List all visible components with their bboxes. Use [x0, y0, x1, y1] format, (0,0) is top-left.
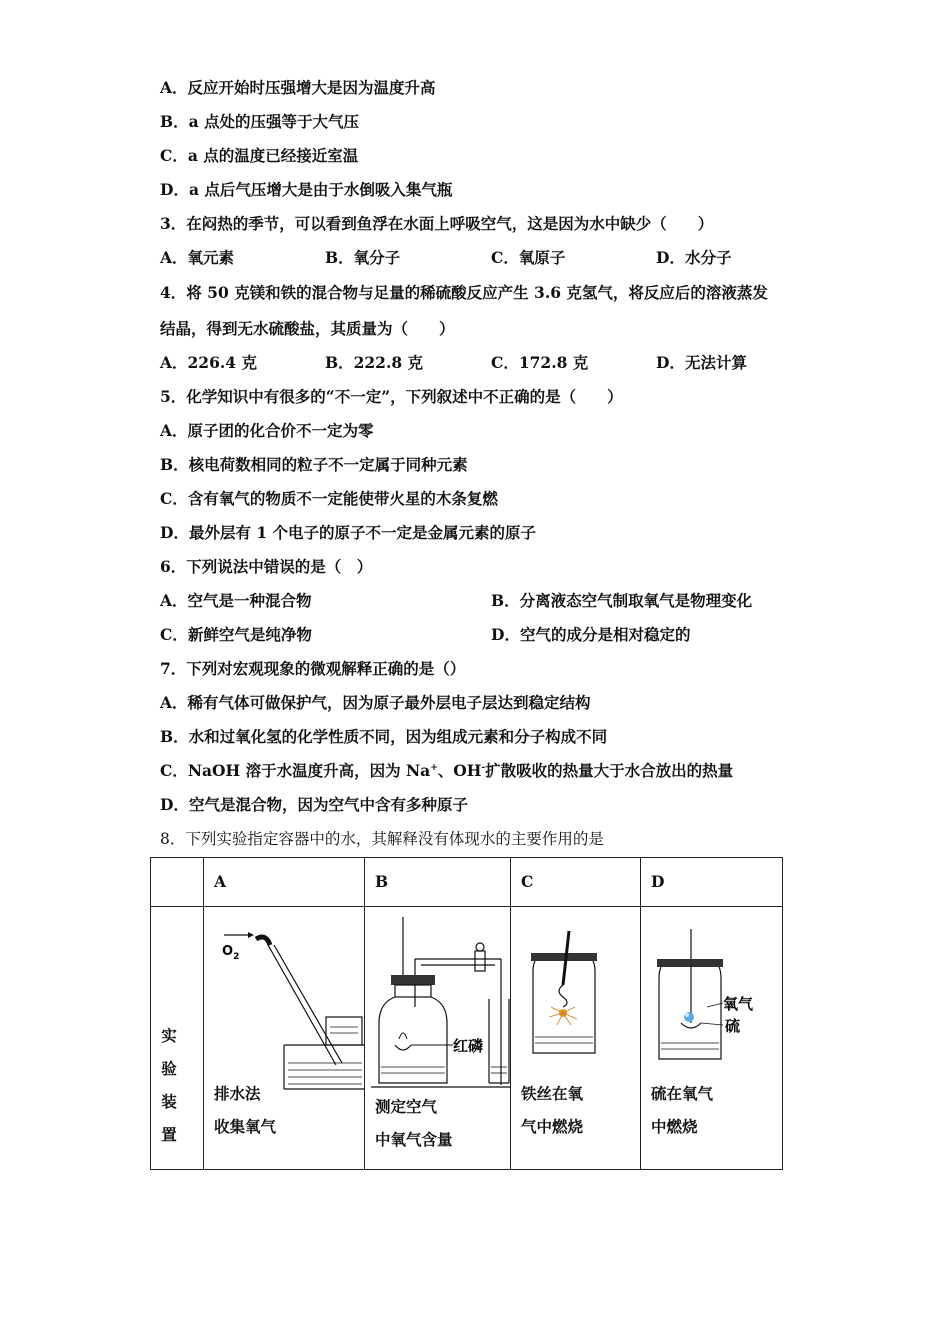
q4-option-a: A．226.4 克 — [160, 353, 257, 372]
q4-stem-line2: 结晶，得到无水硫酸盐，其质量为（ ） — [160, 319, 455, 338]
q5-stem: 5．化学知识中有很多的“不一定”，下列叙述中不正确的是（ ） — [160, 387, 623, 406]
q6-option-b: B．分离液态空气制取氧气是物理变化 — [491, 591, 753, 610]
row-label-apparatus: 实 验 装 置 — [151, 907, 204, 1170]
q7-option-b: B．水和过氧化氢的化学性质不同，因为组成元素和分子构成不同 — [160, 727, 608, 746]
caption-c-line1: 铁丝在氧 — [521, 1084, 584, 1103]
q7-stem: 7．下列对宏观现象的微观解释正确的是（） — [160, 659, 466, 678]
svg-text:O2: $O_2$ — [222, 944, 240, 962]
q4-stem-line1: 4．将 50 克镁和铁的混合物与足量的稀硫酸反应产生 3.6 克氢气，将反应后的溶液蒸发 — [160, 283, 768, 302]
header-empty-cell — [151, 858, 204, 907]
q2-option-b: B．a 点处的压强等于大气压 — [160, 112, 360, 131]
header-b: B — [365, 858, 511, 907]
cell-a-apparatus — [204, 907, 365, 1170]
q2-option-a: A．反应开始时压强增大是因为温度升高 — [160, 78, 436, 97]
q3-option-d: D．水分子 — [656, 248, 732, 267]
svg-text:硫: 硫 — [725, 1017, 741, 1035]
q6-option-c: C．新鲜空气是纯净物 — [160, 625, 312, 644]
q4-option-d: D．无法计算 — [656, 353, 747, 372]
q8-stem: 8．下列实验指定容器中的水，其解释没有体现水的主要作用的是 — [160, 830, 604, 848]
header-d: D — [641, 858, 783, 907]
q6-option-d: D．空气的成分是相对稳定的 — [491, 625, 691, 644]
q5-option-a: A．原子团的化合价不一定为零 — [160, 421, 374, 440]
caption-a-line2: 收集氧气 — [214, 1117, 277, 1136]
q5-option-d: D．最外层有 1 个电子的原子不一定是金属元素的原子 — [160, 523, 537, 542]
q3-option-a: A．氧元素 — [160, 248, 235, 267]
q6-option-a: A．空气是一种混合物 — [160, 591, 312, 610]
caption-b-line1: 测定空气 — [375, 1097, 438, 1116]
q2-option-c: C．a 点的温度已经接近室温 — [160, 146, 359, 165]
q4-option-b: B．222.8 克 — [325, 353, 424, 372]
header-c: C — [511, 858, 641, 907]
caption-b-line2: 中氧气含量 — [375, 1130, 453, 1149]
header-a: A — [204, 858, 365, 907]
q3-option-c: C．氧原子 — [491, 248, 566, 267]
q6-stem: 6．下列说法中错误的是（ ） — [160, 557, 373, 576]
q2-option-d: D．a 点后气压增大是由于水倒吸入集气瓶 — [160, 180, 453, 199]
cell-d-apparatus — [641, 907, 783, 1170]
caption-a-line1: 排水法 — [214, 1084, 261, 1103]
caption-d-line2: 中燃烧 — [651, 1117, 698, 1136]
oxygen-content-diagram — [365, 907, 511, 1107]
svg-text:氧气: 氧气 — [723, 995, 754, 1013]
q3-option-b: B．氧分子 — [325, 248, 401, 267]
cell-c-apparatus — [511, 907, 641, 1170]
q3-stem: 3．在闷热的季节，可以看到鱼浮在水面上呼吸空气，这是因为水中缺少（ ） — [160, 214, 714, 233]
q5-option-c: C．含有氧气的物质不一定能使带火星的木条复燃 — [160, 489, 498, 508]
q7-option-a: A．稀有气体可做保护气，因为原子最外层电子层达到稳定结构 — [160, 693, 591, 712]
cell-b-apparatus — [365, 907, 511, 1170]
q5-option-b: B．核电荷数相同的粒子不一定属于同种元素 — [160, 455, 468, 474]
q7-option-d: D．空气是混合物，因为空气中含有多种原子 — [160, 795, 468, 814]
q4-option-c: C．172.8 克 — [491, 353, 589, 372]
experiment-table — [150, 857, 783, 1170]
svg-text:红磷: 红磷 — [453, 1037, 484, 1055]
caption-c-line2: 气中燃烧 — [521, 1117, 584, 1136]
q7-option-c: C．NaOH 溶于水温度升高，因为 Na+、OH-扩散吸收的热量大于水合放出的热量 — [160, 761, 734, 780]
caption-d-line1: 硫在氧气 — [651, 1084, 714, 1103]
